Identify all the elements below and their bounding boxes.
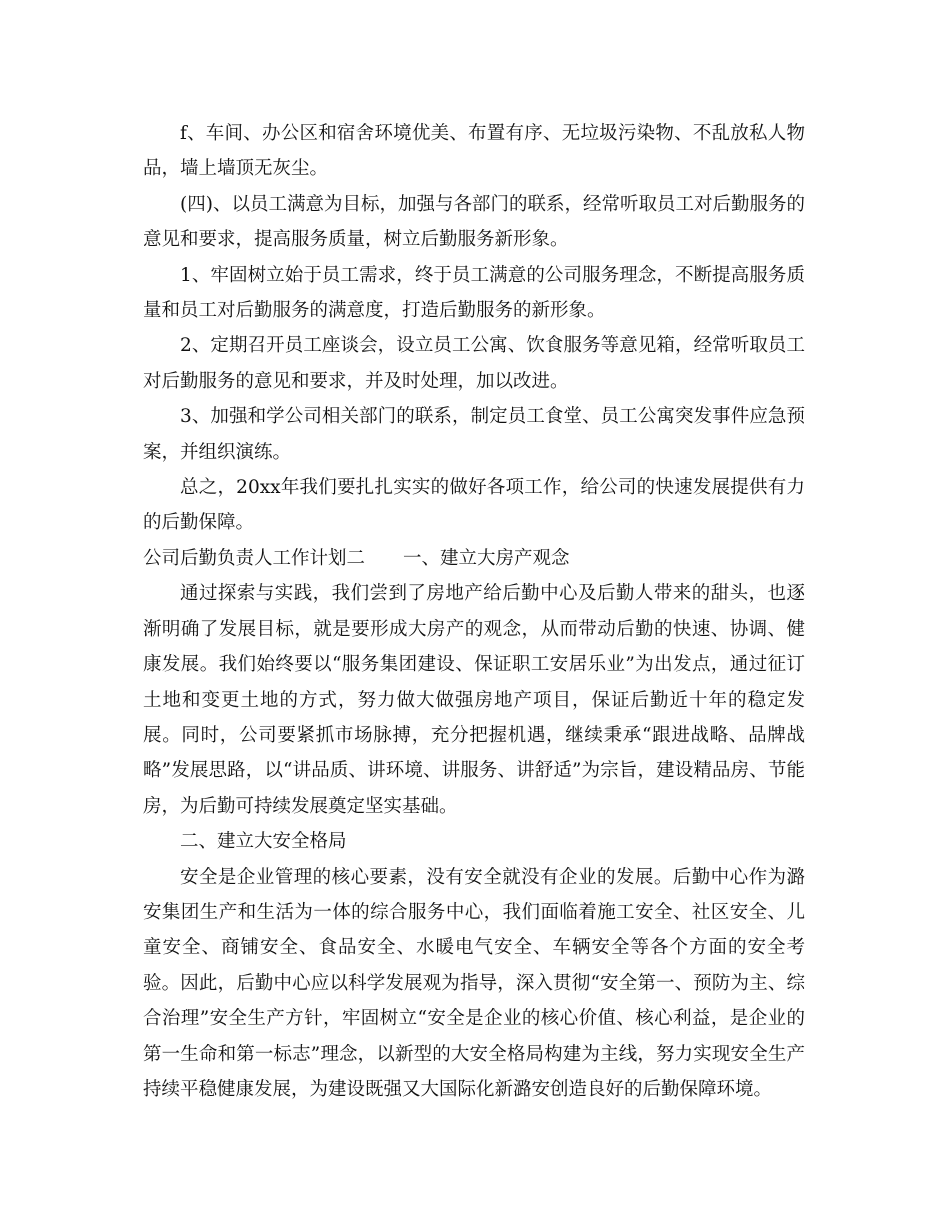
document-body	[143, 116, 805, 1107]
paragraph-environment: f、车间、办公区和宿舍环境优美、布置有序、无垃圾污染物、不乱放私人物品，墙上墙顶无灰尘。	[143, 123, 805, 180]
section-heading-safety: 二、建立大安全格局	[180, 831, 347, 853]
plan-heading	[143, 541, 805, 576]
paragraph-safety: 安全是企业管理的核心要素，没有安全就没有企业的发展。后勤中心作为潞安集团生产和生活为一体的综合服务中心，我们面临着施工安全、社区安全、儿童安全、商铺安全、食品安全、水暖电气安全、车辆安全等各个方面的安全考验。因此，后勤中心应以科学发展观为指导，深入贯彻“安全第一、预防为主、综合治理”安全生产方针，牢固树立“安全是企业的核心价值、核心利益，是企业的第一生命和第一标志”理念，以新型的大安全格局构建为主线，努力实现安全生产持续平稳健康发展，为建设既强又大国际化新潞安创造良好的后勤保障环境。	[143, 866, 805, 1100]
paragraph-item-2: 2、定期召开员工座谈会，设立员工公寓、饮食服务等意见箱，经常听取员工对后勤服务的意见和要求，并及时处理，加以改进。	[143, 335, 805, 392]
plan-title: 公司后勤负责人工作计划二	[143, 547, 366, 569]
plan-subtitle: 一、建立大房产观念	[403, 547, 570, 569]
paragraph-item-1: 1、牢固树立始于员工需求，终于员工满意的公司服务理念，不断提高服务质量和员工对后勤服务的满意度，打造后勤服务的新形象。	[143, 264, 805, 322]
paragraph-item-3: 3、加强和学公司相关部门的联系，制定员工食堂、员工公寓突发事件应急预案，并组织演练。	[143, 406, 805, 463]
paragraph-section-four: (四)、以员工满意为目标，加强与各部门的联系，经常听取员工对后勤服务的意见和要求，提高服务质量，树立后勤服务新形象。	[143, 193, 805, 251]
paragraph-real-estate: 通过探索与实践，我们尝到了房地产给后勤中心及后勤人带来的甜头，也逐渐明确了发展目标，就是要形成大房产的观念，从而带动后勤的快速、协调、健康发展。我们始终要以“服务集团建设、保证职工安居乐业”为出发点，通过征订土地和变更土地的方式，努力做大做强房地产项目，保证后勤近十年的稳定发展。同时，公司要紧抓市场脉搏，充分把握机遇，继续秉承“跟进战略、品牌战略”发展思路，以“讲品质、讲环境、讲服务、讲舒适”为宗旨，建设精品房、节能房，为后勤可持续发展奠定坚实基础。	[143, 583, 805, 817]
paragraph-summary: 总之，20xx年我们要扎扎实实的做好各项工作，给公司的快速发展提供有力的后勤保障。	[143, 477, 805, 534]
